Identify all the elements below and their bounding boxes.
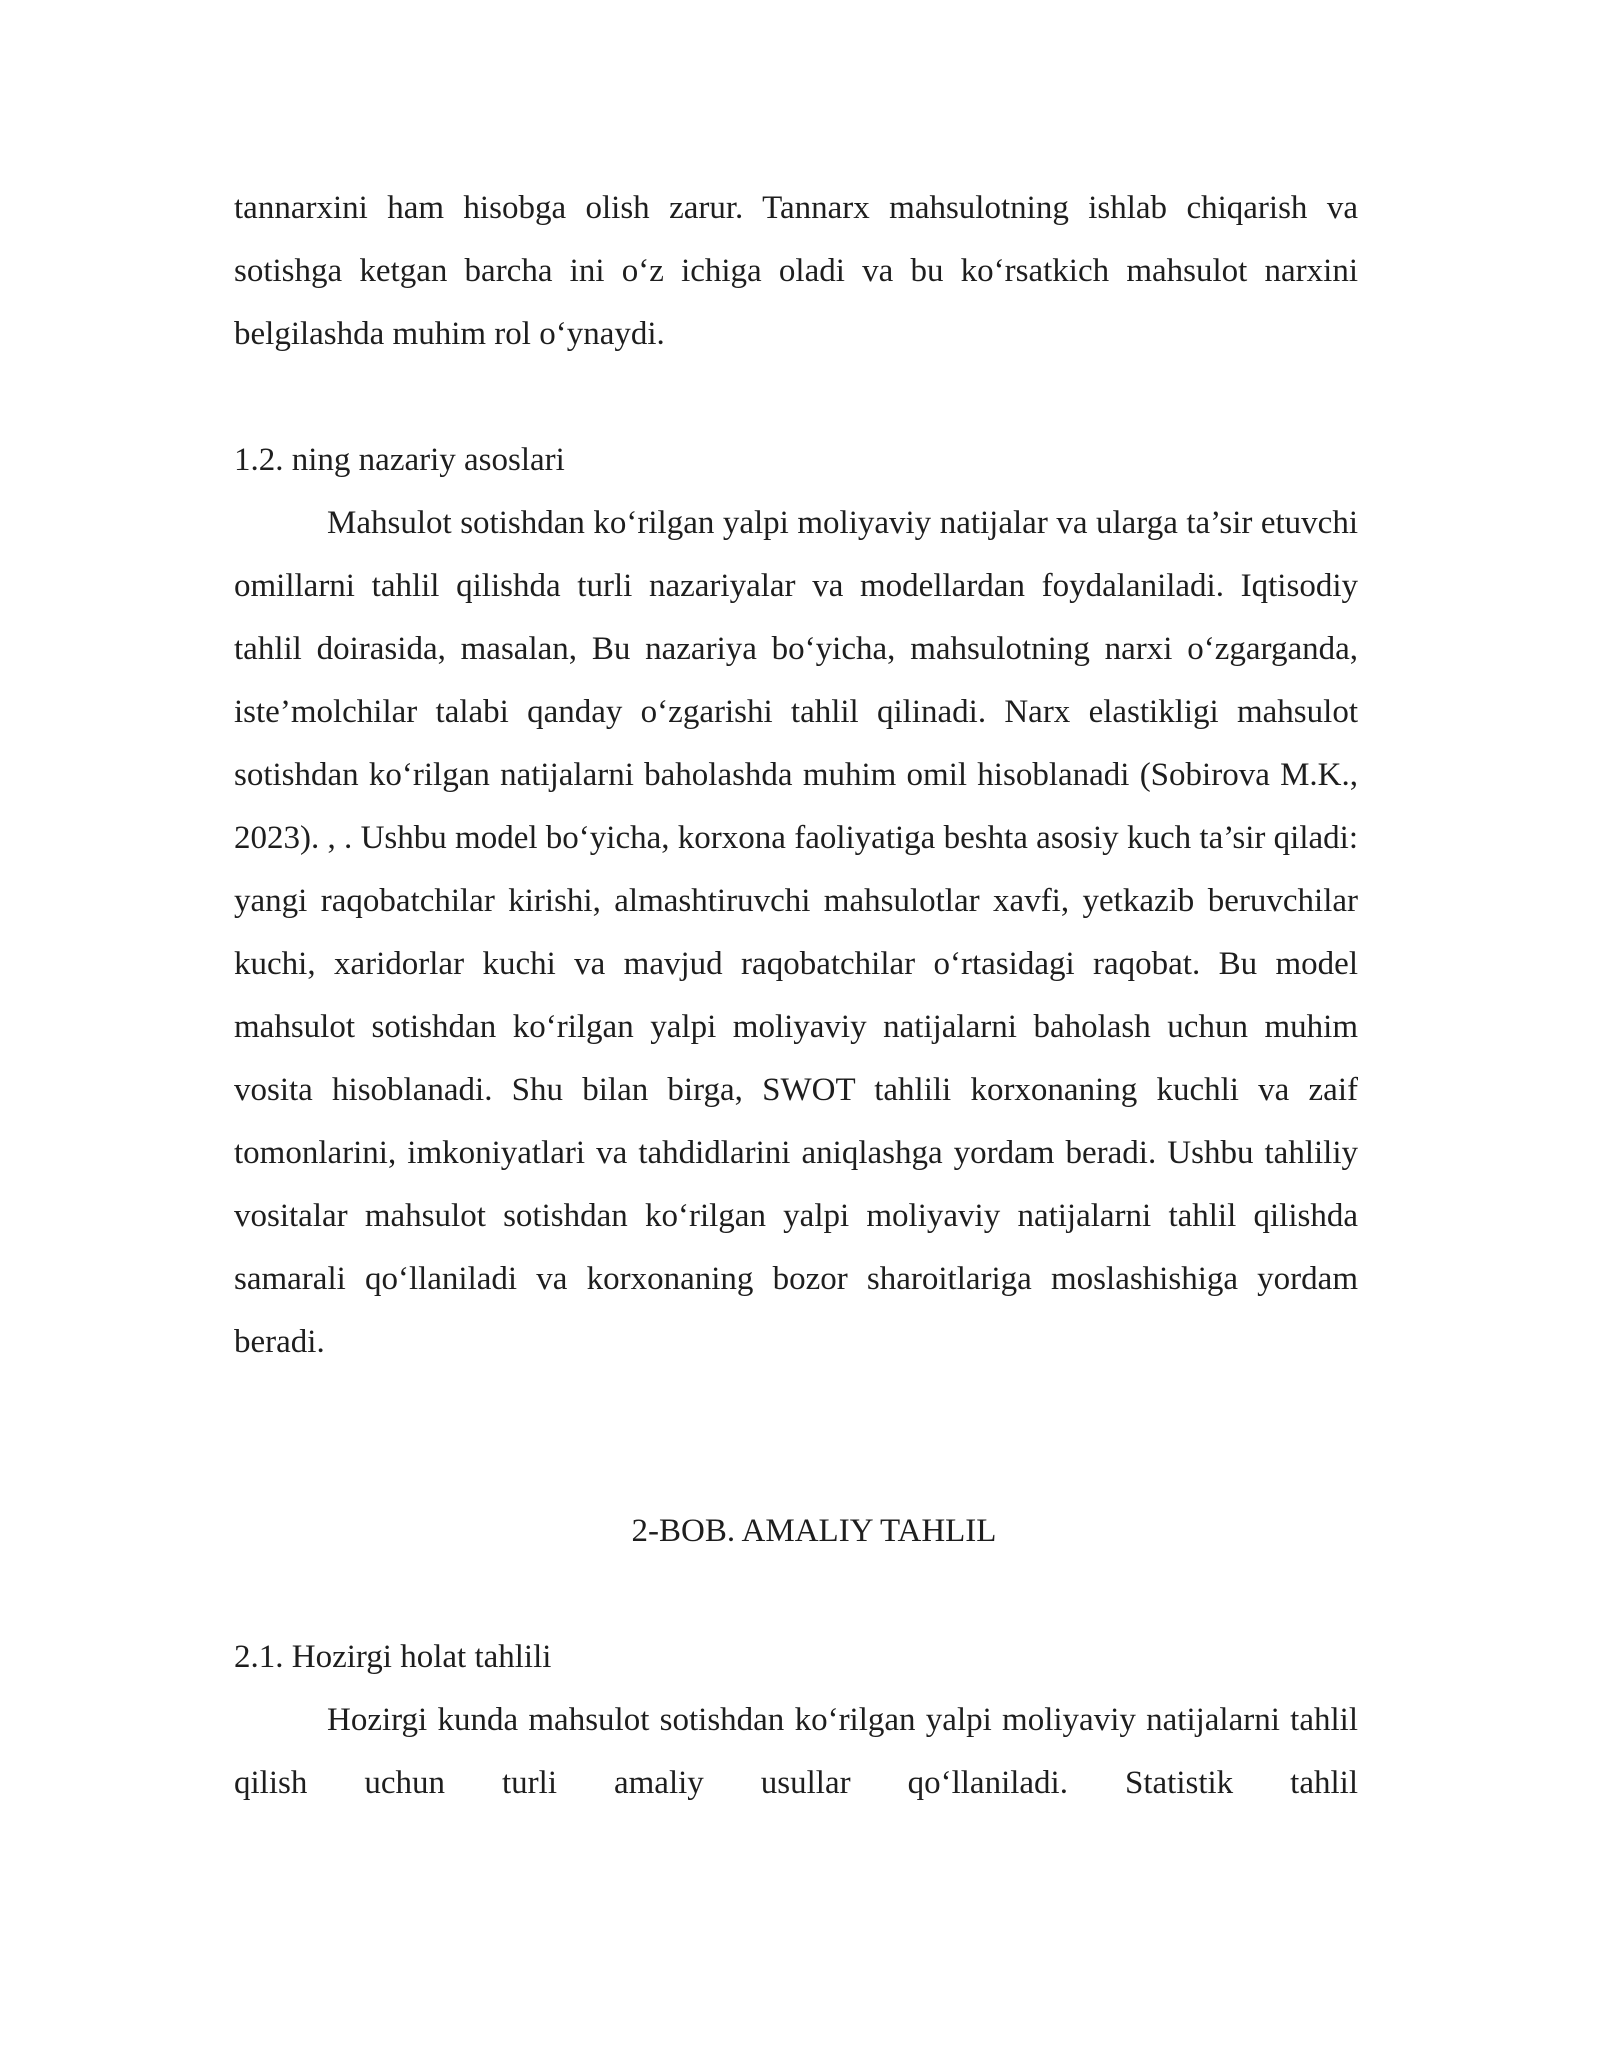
page-content <box>234 177 1358 1815</box>
spacer <box>234 1563 1358 1626</box>
paragraph-tannarx: tannarxini ham hisobga olish zarur. Tannarx mahsulotning ishlab chiqarish va sotishga ketgan barcha ini o‘z ichiga oladi va bu ko‘rsatkich mahsulot narxini belgilashda muhim rol o‘ynaydi. <box>234 190 1358 352</box>
section-heading-2-1: 2.1. Hozirgi holat tahlili <box>234 1639 552 1675</box>
section-heading-1-2: 1.2. ning nazariy asoslari <box>234 442 565 478</box>
paragraph-nazariy-asoslar: Mahsulot sotishdan ko‘rilgan yalpi moliyaviy natijalar va ularga ta’sir etuvchi omillarni tahlil qilishda turli nazariyalar va modellardan foydalaniladi. Iqtisodiy tahlil doirasida, masalan, Bu nazariya bo‘yicha, mahsulotning narxi o‘zgarganda, iste’molchilar talabi qanday o‘zgarishi tahlil qilinadi. Narx elastikligi mahsulot sotishdan ko‘rilgan natijalarni baholashda muhim omil hisoblanadi (Sobirova M.K., 2023). , . Ushbu model bo‘yicha, korxona faoliyatiga beshta asosiy kuch ta’sir qiladi: yangi raqobatchilar kirishi, almashtiruvchi mahsulotlar xavfi, yetkazib beruvchilar kuchi, xaridorlar kuchi va mavjud raqobatchilar o‘rtasidagi raqobat. Bu model mahsulot sotishdan ko‘rilgan yalpi moliyaviy natijalarni baholash uchun muhim vosita hisoblanadi. Shu bilan birga, SWOT tahlili korxonaning kuchli va zaif tomonlarini, imkoniyatlari va tahdidlarini aniqlashga yordam beradi. Ushbu tahliliy vositalar mahsulot sotishdan ko‘rilgan yalpi moliyaviy natijalarni tahlil qilishda samarali qo‘llaniladi va korxonaning bozor sharoitlariga moslashishiga yordam beradi. <box>234 505 1358 1360</box>
spacer <box>234 1374 1358 1500</box>
paragraph-hozirgi-holat: Hozirgi kunda mahsulot sotishdan ko‘rilgan yalpi moliyaviy natijalarni tahlil qilish uchun turli amaliy usullar qo‘llaniladi. Statistik tahlil <box>234 1702 1358 1801</box>
chapter-heading-2: 2-BOB. AMALIY TAHLIL <box>631 1513 997 1549</box>
spacer <box>234 366 1358 429</box>
